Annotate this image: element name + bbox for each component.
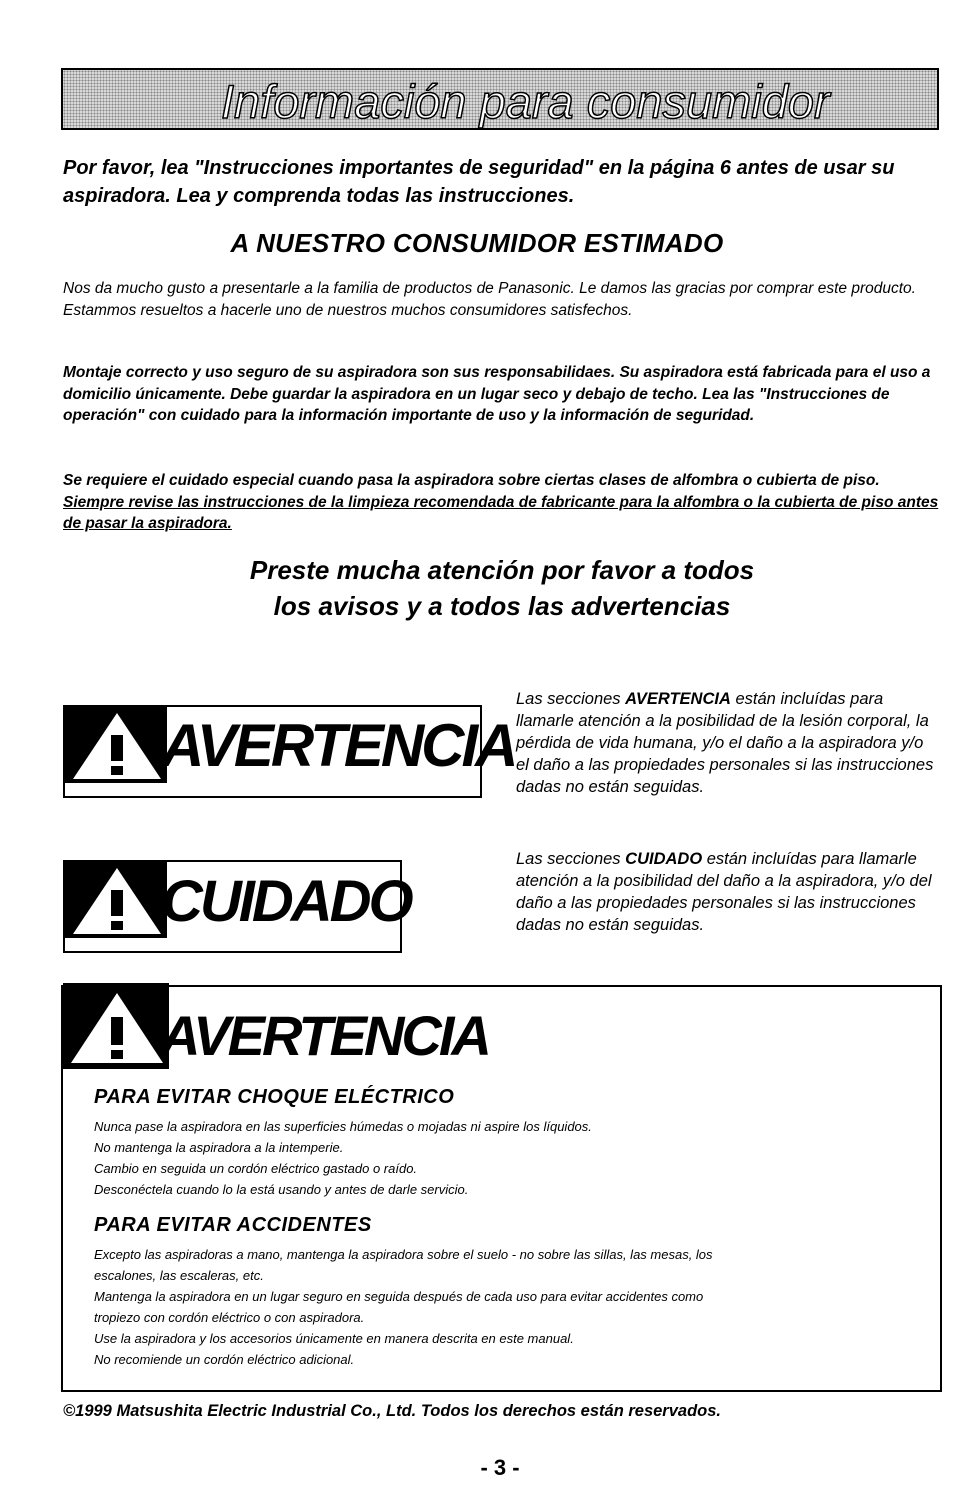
caution-label-block [65,860,167,938]
attention-heading [0,552,954,624]
caution-description: Las secciones CUIDADO están incluídas para llamarle atención a la posibilidad del daño a la aspiradora, y/o del daño a las propiedades personales si las instrucciones dadas no están seguidas. [516,850,932,934]
warning-triangle-icon [65,705,167,783]
list-item: Cambio en seguida un cordón eléctrico gastado o raído. [94,1161,418,1176]
title-banner [61,68,939,130]
intro-text: Por favor, lea "Instrucciones importantes de seguridad" en la página 6 antes de usar su aspiradora. Lea y comprenda todas las instrucciones. [63,157,895,207]
warning-label [63,705,516,798]
accidents-list [94,1244,924,1370]
list-item: Use la aspiradora y los accesorios únicamente en manera descrita en este manual. [94,1331,574,1346]
attention-heading-line2: los avisos y a todos las advertencias [273,591,731,621]
warning-keyword: AVERTENCIA [625,690,731,708]
big-warning-word: AVERTENCIA [160,1004,489,1067]
warning-label-word: AVERTENCIA [161,712,516,779]
consumer-heading: A NUESTRO CONSUMIDOR ESTIMADO [230,228,724,258]
electric-shock-heading: PARA EVITAR CHOQUE ELÉCTRICO [94,1086,455,1108]
caution-triangle-icon [65,860,167,938]
caution-label-word: CUIDADO [161,869,411,934]
caution-label [63,860,411,953]
list-item: Excepto las aspiradoras a mano, mantenga la aspiradora sobre el suelo - no sobre las sillas, las mesas, los [94,1247,713,1262]
responsibility-paragraph: Montaje correcto y uso seguro de su aspiradora son sus responsabilidaes. Su aspiradora está fabricada para el uso a domicilio únicamente. Debe guardar la aspiradora en un lugar seco y debajo de techo. Lea las "Instrucciones de operación" con cuidado para la información importante de uso y la información de seguridad. [63,364,931,424]
list-item: No recomiende un cordón eléctrico adicional. [94,1352,355,1367]
list-item: Desconéctela cuando lo la está usando y antes de darle servicio. [94,1182,469,1197]
carpet-care-paragraph [63,470,943,535]
list-item: tropiezo con cordón eléctrico o con aspiradora. [94,1310,365,1325]
big-warning-block [63,983,169,1069]
list-item: Mantenga la aspiradora en un lugar seguro en seguida después de cada uso para evitar accidentes como [94,1289,704,1304]
carpet-care-underlined: Siempre revise las instrucciones de la limpieza recomendada de fabricante para la alfombra o la cubierta de piso antes de pasar la aspiradora. [63,493,939,532]
copyright-notice: ©1999 Matsushita Electric Industrial Co., Ltd. Todos los derechos están reservados. [63,1402,721,1420]
warning-label-block [65,705,167,783]
page-number: - 3 - [480,1455,520,1480]
list-item: No mantenga la aspiradora a la intemperie. [94,1140,344,1155]
welcome-paragraph: Nos da mucho gusto a presentarle a la familia de productos de Panasonic. Le damos las gracias por comprar este producto. Estammos resueltos a hacerle uno de nuestros muchos consumidores satisfechos. [63,280,916,319]
accidents-heading: PARA EVITAR ACCIDENTES [94,1214,372,1236]
list-item: escalones, las escaleras, etc. [94,1268,264,1283]
attention-heading-line1: Preste mucha atención por favor a todos [249,555,755,585]
carpet-care-lead: Se requiere el cuidado especial cuando pasa la aspiradora sobre ciertas clases de alfombra o cubierta de piso. [63,472,880,489]
electric-shock-list [94,1116,924,1200]
caution-keyword: CUIDADO [625,850,703,868]
warning-description: Las secciones AVERTENCIA están incluídas para llamarle atención a la posibilidad de la lesión corporal, la pérdida de vida humana, y/o el daño a la aspiradora y/o el daño a las propiedades personales si las instrucciones dadas no están seguidas. [516,690,934,796]
big-warning-triangle-icon [63,983,169,1069]
page-title: Información para consumidor [221,75,830,128]
list-item: Nunca pase la aspiradora en las superficies húmedas o mojadas ni aspire los líquidos. [94,1119,592,1134]
